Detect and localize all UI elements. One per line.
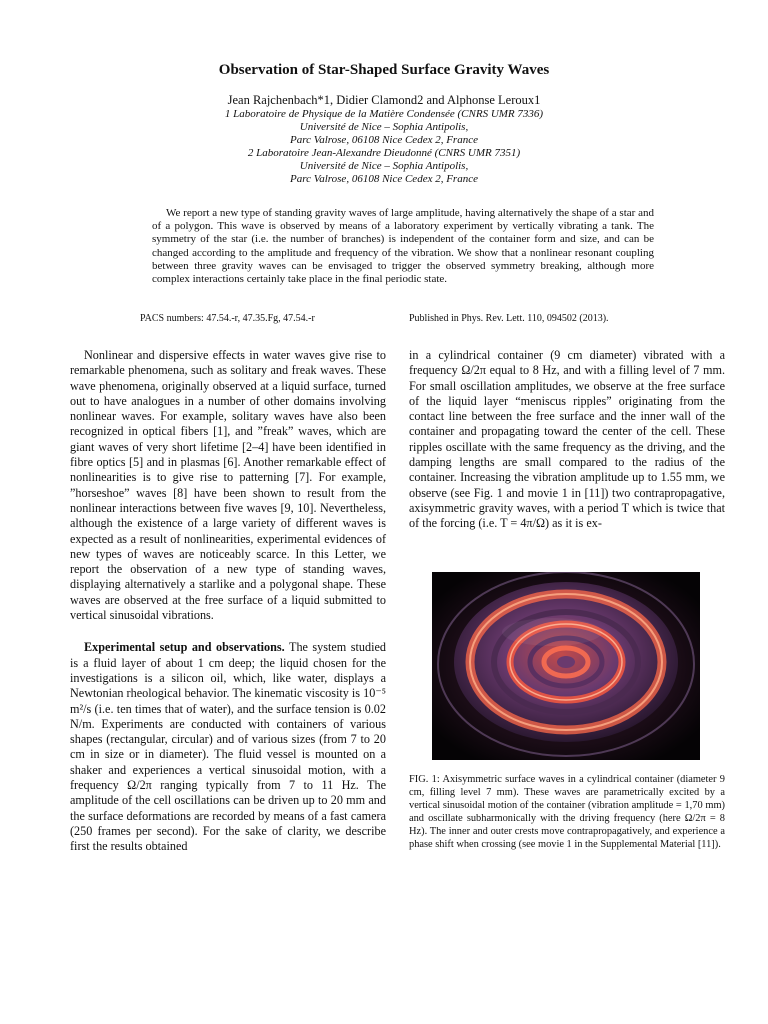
author-list: Jean Rajchenbach*1, Didier Clamond2 and Alphonse Leroux1 — [227, 93, 541, 107]
figure-photo — [432, 572, 700, 760]
intro-paragraph: Nonlinear and dispersive effects in water waves give rise to remarkable phenomena, such as solitary and freak waves. These wave phenomena, originally observed at a liquid surface, turned out to have analogues in a number of other domains involving nonlinear waves. For example, solitary waves have also been recognized in optical fibers [1], and ”freak” waves, which are giant waves of very short lifetime [2–4] have been identified in fibre optics [5] and in plasmas [6]. Another remarkable effect of nonlinearities is to give rise to patterning [7]. For example, ”horseshoe” waves [8] have been shown to result from the nonlinear interactions between five waves [9, 10]. Nevertheless, although the existence of a large variety of different waves is expected as a result of nonlinearities, experimental evidences of new types of waves are noticeably scarce. In this Letter, we report the observation of a new type of standing waves, displaying alternatively a starlike and a polygonal shape. These waves are observed at the free surface of a liquid submitted to vertical sinusoidal vibrations. — [70, 348, 386, 623]
pacs-numbers: PACS numbers: 47.54.-r, 47.35.Fg, 47.54.-r — [140, 313, 315, 324]
right-column-text: in a cylindrical container (9 cm diameter) vibrated with a frequency Ω/2π equal to 8 Hz, and with a filling level of 7 mm. For small oscillation amplitudes, we observe at the free surface of the liquid layer “meniscus ripples” originating from the contact line between the free surface and the inner wall of the container and propagating toward the center of the cell. These ripples oscillate with the same frequency as the driving, and the damping lengths are small compared to the radius of the container. Increasing the vibration amplitude up to 1.55 mm, we observe (see Fig. 1 and movie 1 in [11]) two contrapropagative, axisymmetric gravity waves, with a period T which is twice that of the forcing (i.e. T = 4π/Ω) as it is ex- — [409, 348, 725, 531]
paper-title: Observation of Star-Shaped Surface Gravity Waves — [218, 62, 550, 78]
section-heading: Experimental setup and observations. — [84, 640, 285, 655]
affiliation-line: 2 Laboratoire Jean-Alexandre Dieudonné (CNRS UMR 7351) — [247, 147, 521, 159]
figure-caption: FIG. 1: Axisymmetric surface waves in a cylindrical container (diameter 9 cm, filling level 7 mm). These waves are parametrically excited by a vertical sinusoidal motion of the container (vibration amplitude = 1,70 mm) and oscillate subharmonically with the driving frequency (here Ω/2π = 8 Hz). The inner and outer crests move contrapropagatively, and experience a phase shift when crossing (see movie 1 in the Supplemental Material [11]). — [409, 774, 725, 851]
affiliation-line: Université de Nice – Sophia Antipolis, — [299, 121, 469, 133]
section-paragraph — [70, 640, 386, 854]
affiliation-line: Université de Nice – Sophia Antipolis, — [299, 160, 469, 172]
section-text: The system studied is a fluid layer of about 1 cm deep; the liquid chosen for the investigations is a silicon oil, which, like water, displays a Newtonian rheological behavior. The kinematic viscosity is 10⁻⁵ m²/s (i.e. ten times that of water), and the surface tension is 0.02 N/m. Experiments are conducted with containers of various shapes (rectangular, circular) and of various sizes (from 7 to 20 cm in size or in diameter). The fluid vessel is mounted on a shaker and experiences a vertical sinusoidal motion, with a frequency Ω/2π ranging typically from 7 to 11 Hz. The amplitude of the cell oscillations can be driven up to 20 mm and the surface deformations are recorded by means of a fast camera (250 frames per second). For the sake of clarity, we describe first the results obtained — [70, 640, 386, 854]
affiliation-line: Parc Valrose, 06108 Nice Cedex 2, France — [290, 134, 478, 146]
wave-photo-illustration — [432, 572, 700, 760]
affiliation-line: Parc Valrose, 06108 Nice Cedex 2, France — [290, 173, 478, 185]
abstract: We report a new type of standing gravity waves of large amplitude, having alternatively the shape of a star and of a polygon. This wave is observed by means of a laboratory experiment by vertically vibrating a tank. The symmetry of the star (i.e. the number of branches) is independent of the container form and size, and can be changed according to the amplitude and frequency of the vibration. We show that a nonlinear resonant coupling between three gravity waves can be envisaged to trigger the observed symmetry breaking, although more complex interactions certainly take place in the final periodic state. — [152, 207, 654, 286]
right-column — [409, 348, 725, 532]
affiliation-line: 1 Laboratoire de Physique de la Matière Condensée (CNRS UMR 7336) — [224, 108, 544, 120]
publication-note: Published in Phys. Rev. Lett. 110, 094502 (2013). — [409, 313, 609, 324]
left-column — [70, 348, 386, 855]
